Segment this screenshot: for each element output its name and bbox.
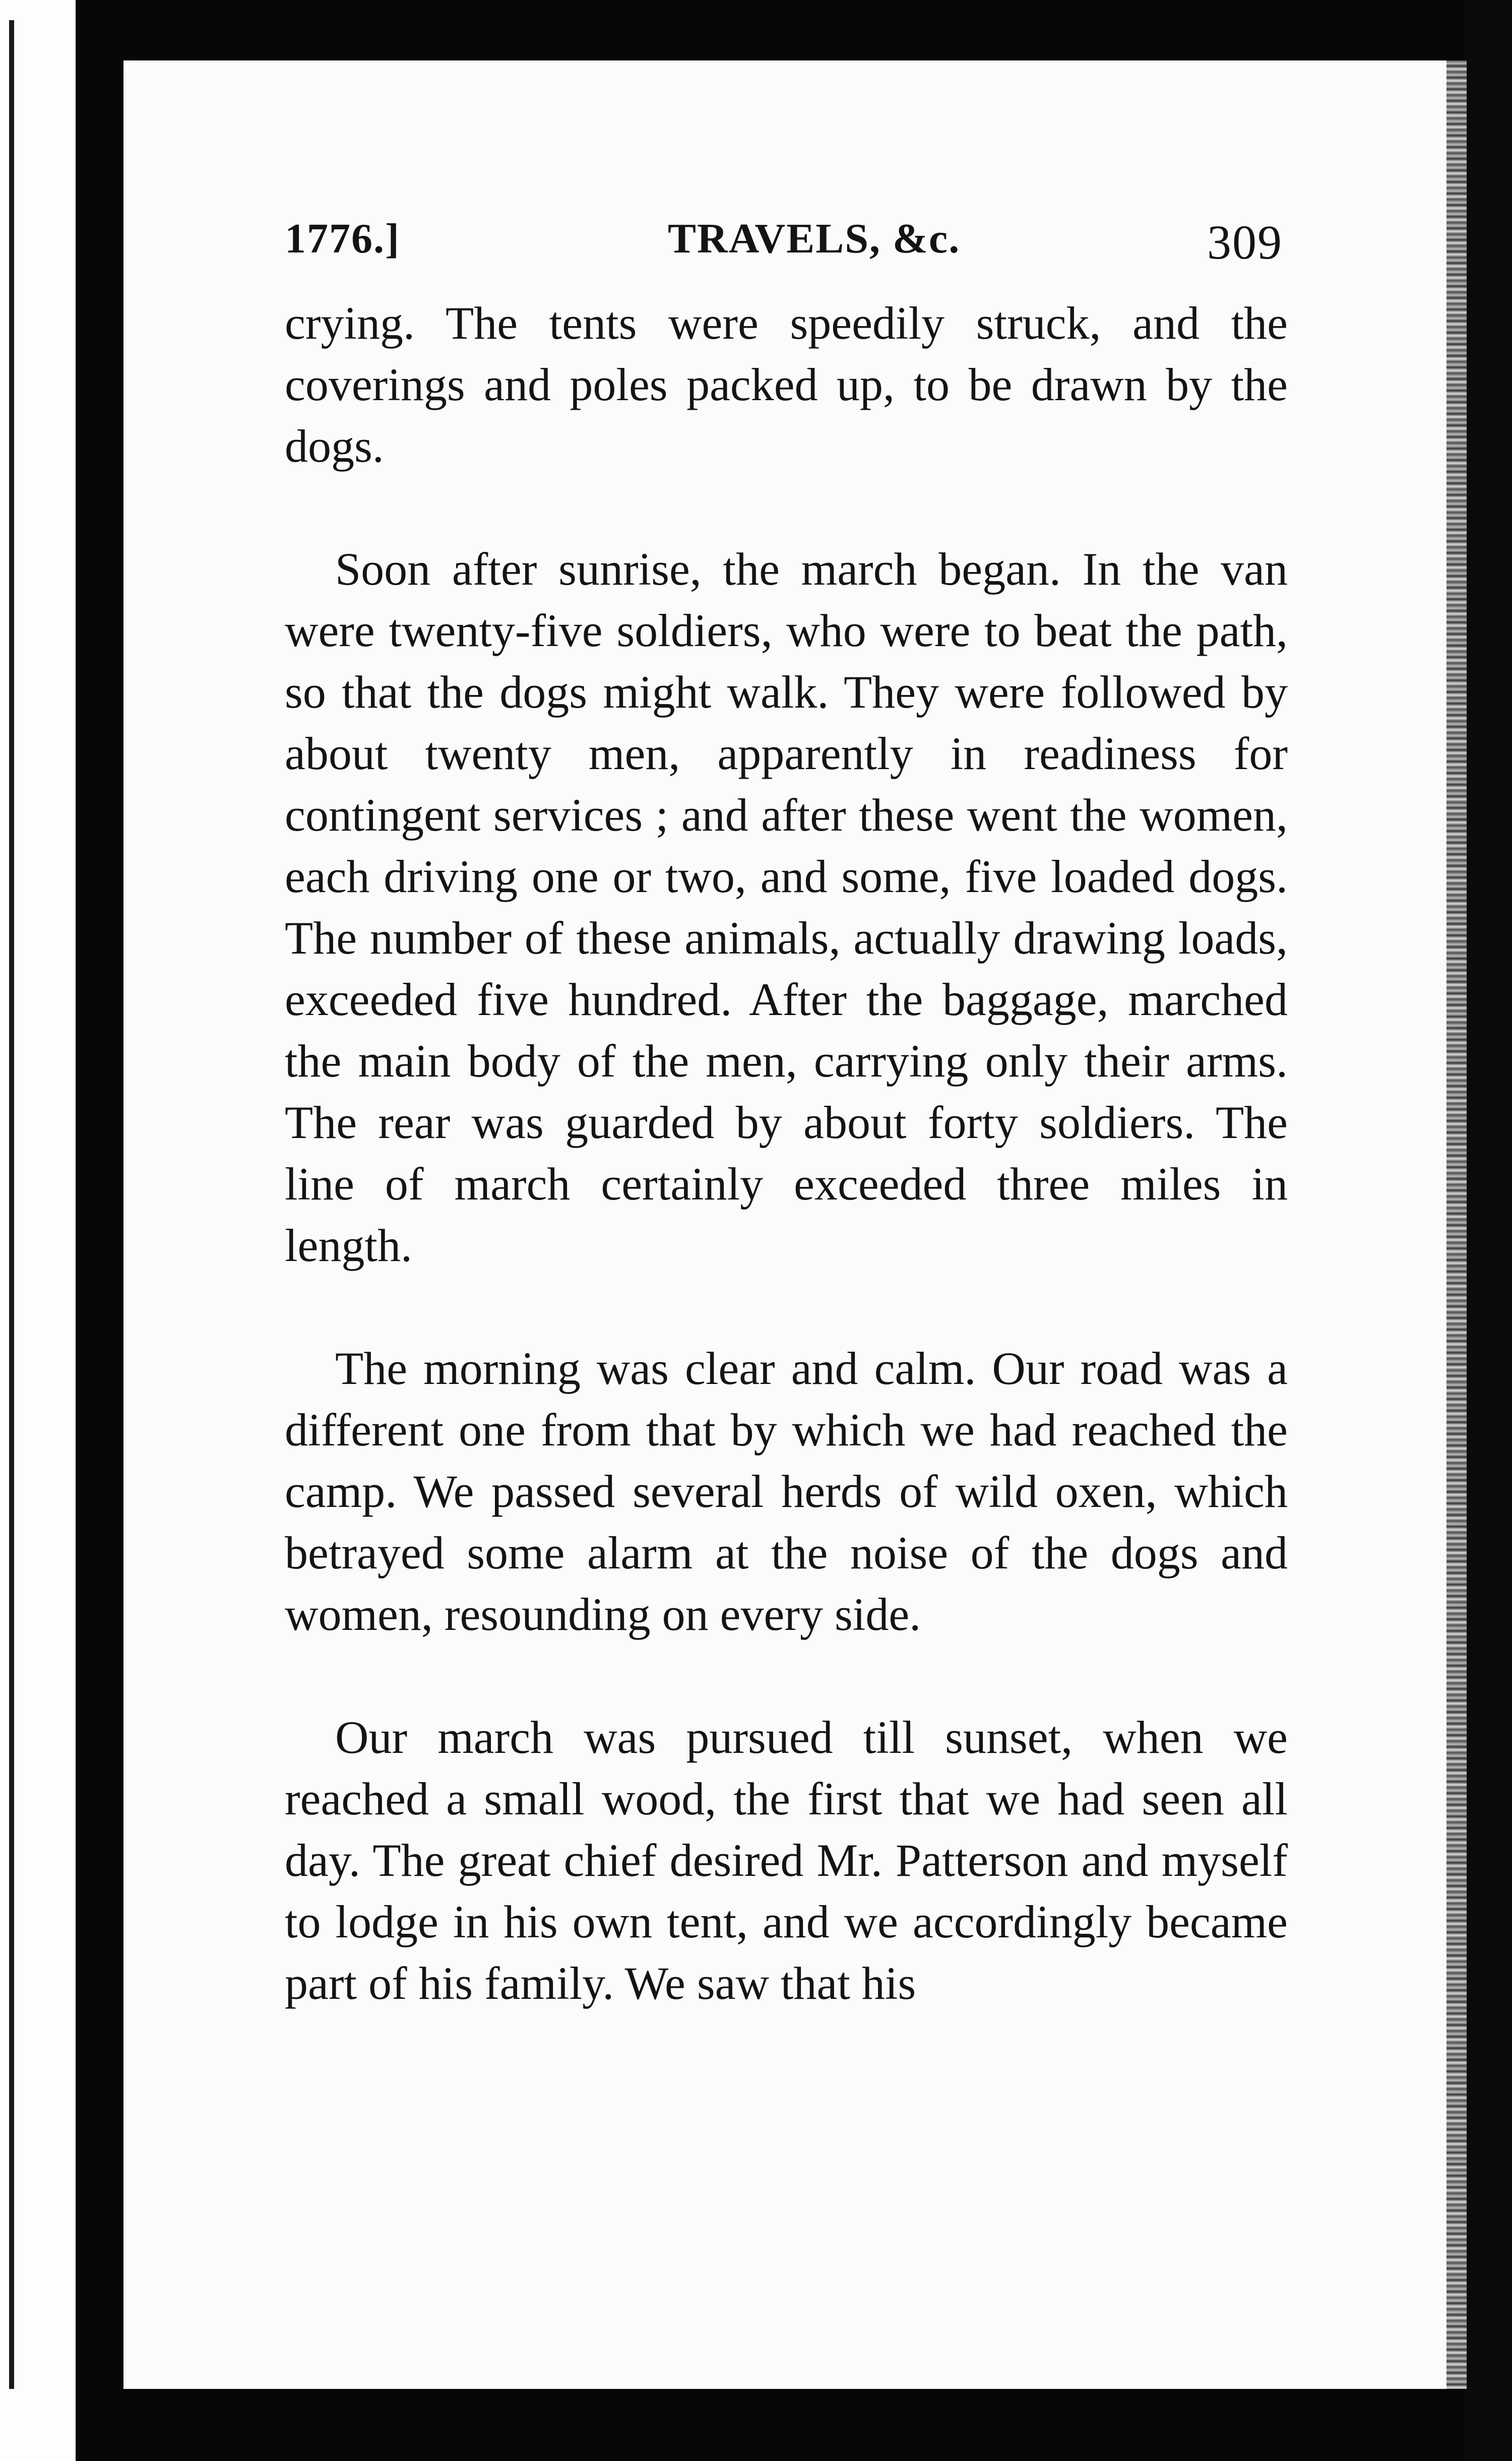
scan-left-margin	[0, 0, 76, 2461]
header-year: 1776.]	[285, 215, 400, 262]
scan-frame-bottom	[76, 2389, 1512, 2461]
paragraph: Our march was pursued till sunset, when we reached a small wood, the first that we had seen all day. The great chief desired Mr. Patterson and myself to lodge in his own tent, and we accordingly became part of his family. We saw that his	[285, 1712, 1288, 2009]
scan-frame-left	[76, 0, 123, 2461]
paragraph: Soon after sunrise, the march began. In the van were twenty-five soldiers, who were to beat the path, so that the dogs might walk. They were followed by about twenty men, apparently in readiness for contingent services ; and after these went the women, each driving one or two, and some, five loaded dogs. The number of these animals, actually drawing loads, exceeded five hundred. After the baggage, marched the main body of the men, carrying only their arms. The rear was guarded by about forty soldiers. The line of march certainly exceeded three miles in length.	[285, 543, 1288, 1271]
binding-edge	[9, 20, 14, 2389]
page-edges	[1446, 60, 1467, 2389]
paragraph: crying. The tents were speedily struck, and the coverings and poles packed up, to be drawn by the dogs.	[285, 297, 1288, 472]
running-header	[285, 214, 1283, 270]
page-number: 309	[1207, 215, 1283, 269]
page-body	[285, 292, 1288, 2075]
paragraph: The morning was clear and calm. Our road was a different one from that by which we had reached the camp. We passed several herds of wild oxen, which betrayed some alarm at the noise of the dogs and women, resounding on every side.	[285, 1343, 1288, 1640]
header-title: TRAVELS, &c.	[668, 215, 961, 262]
scan-frame-right	[1464, 0, 1512, 2461]
scan-frame-top	[76, 0, 1512, 60]
